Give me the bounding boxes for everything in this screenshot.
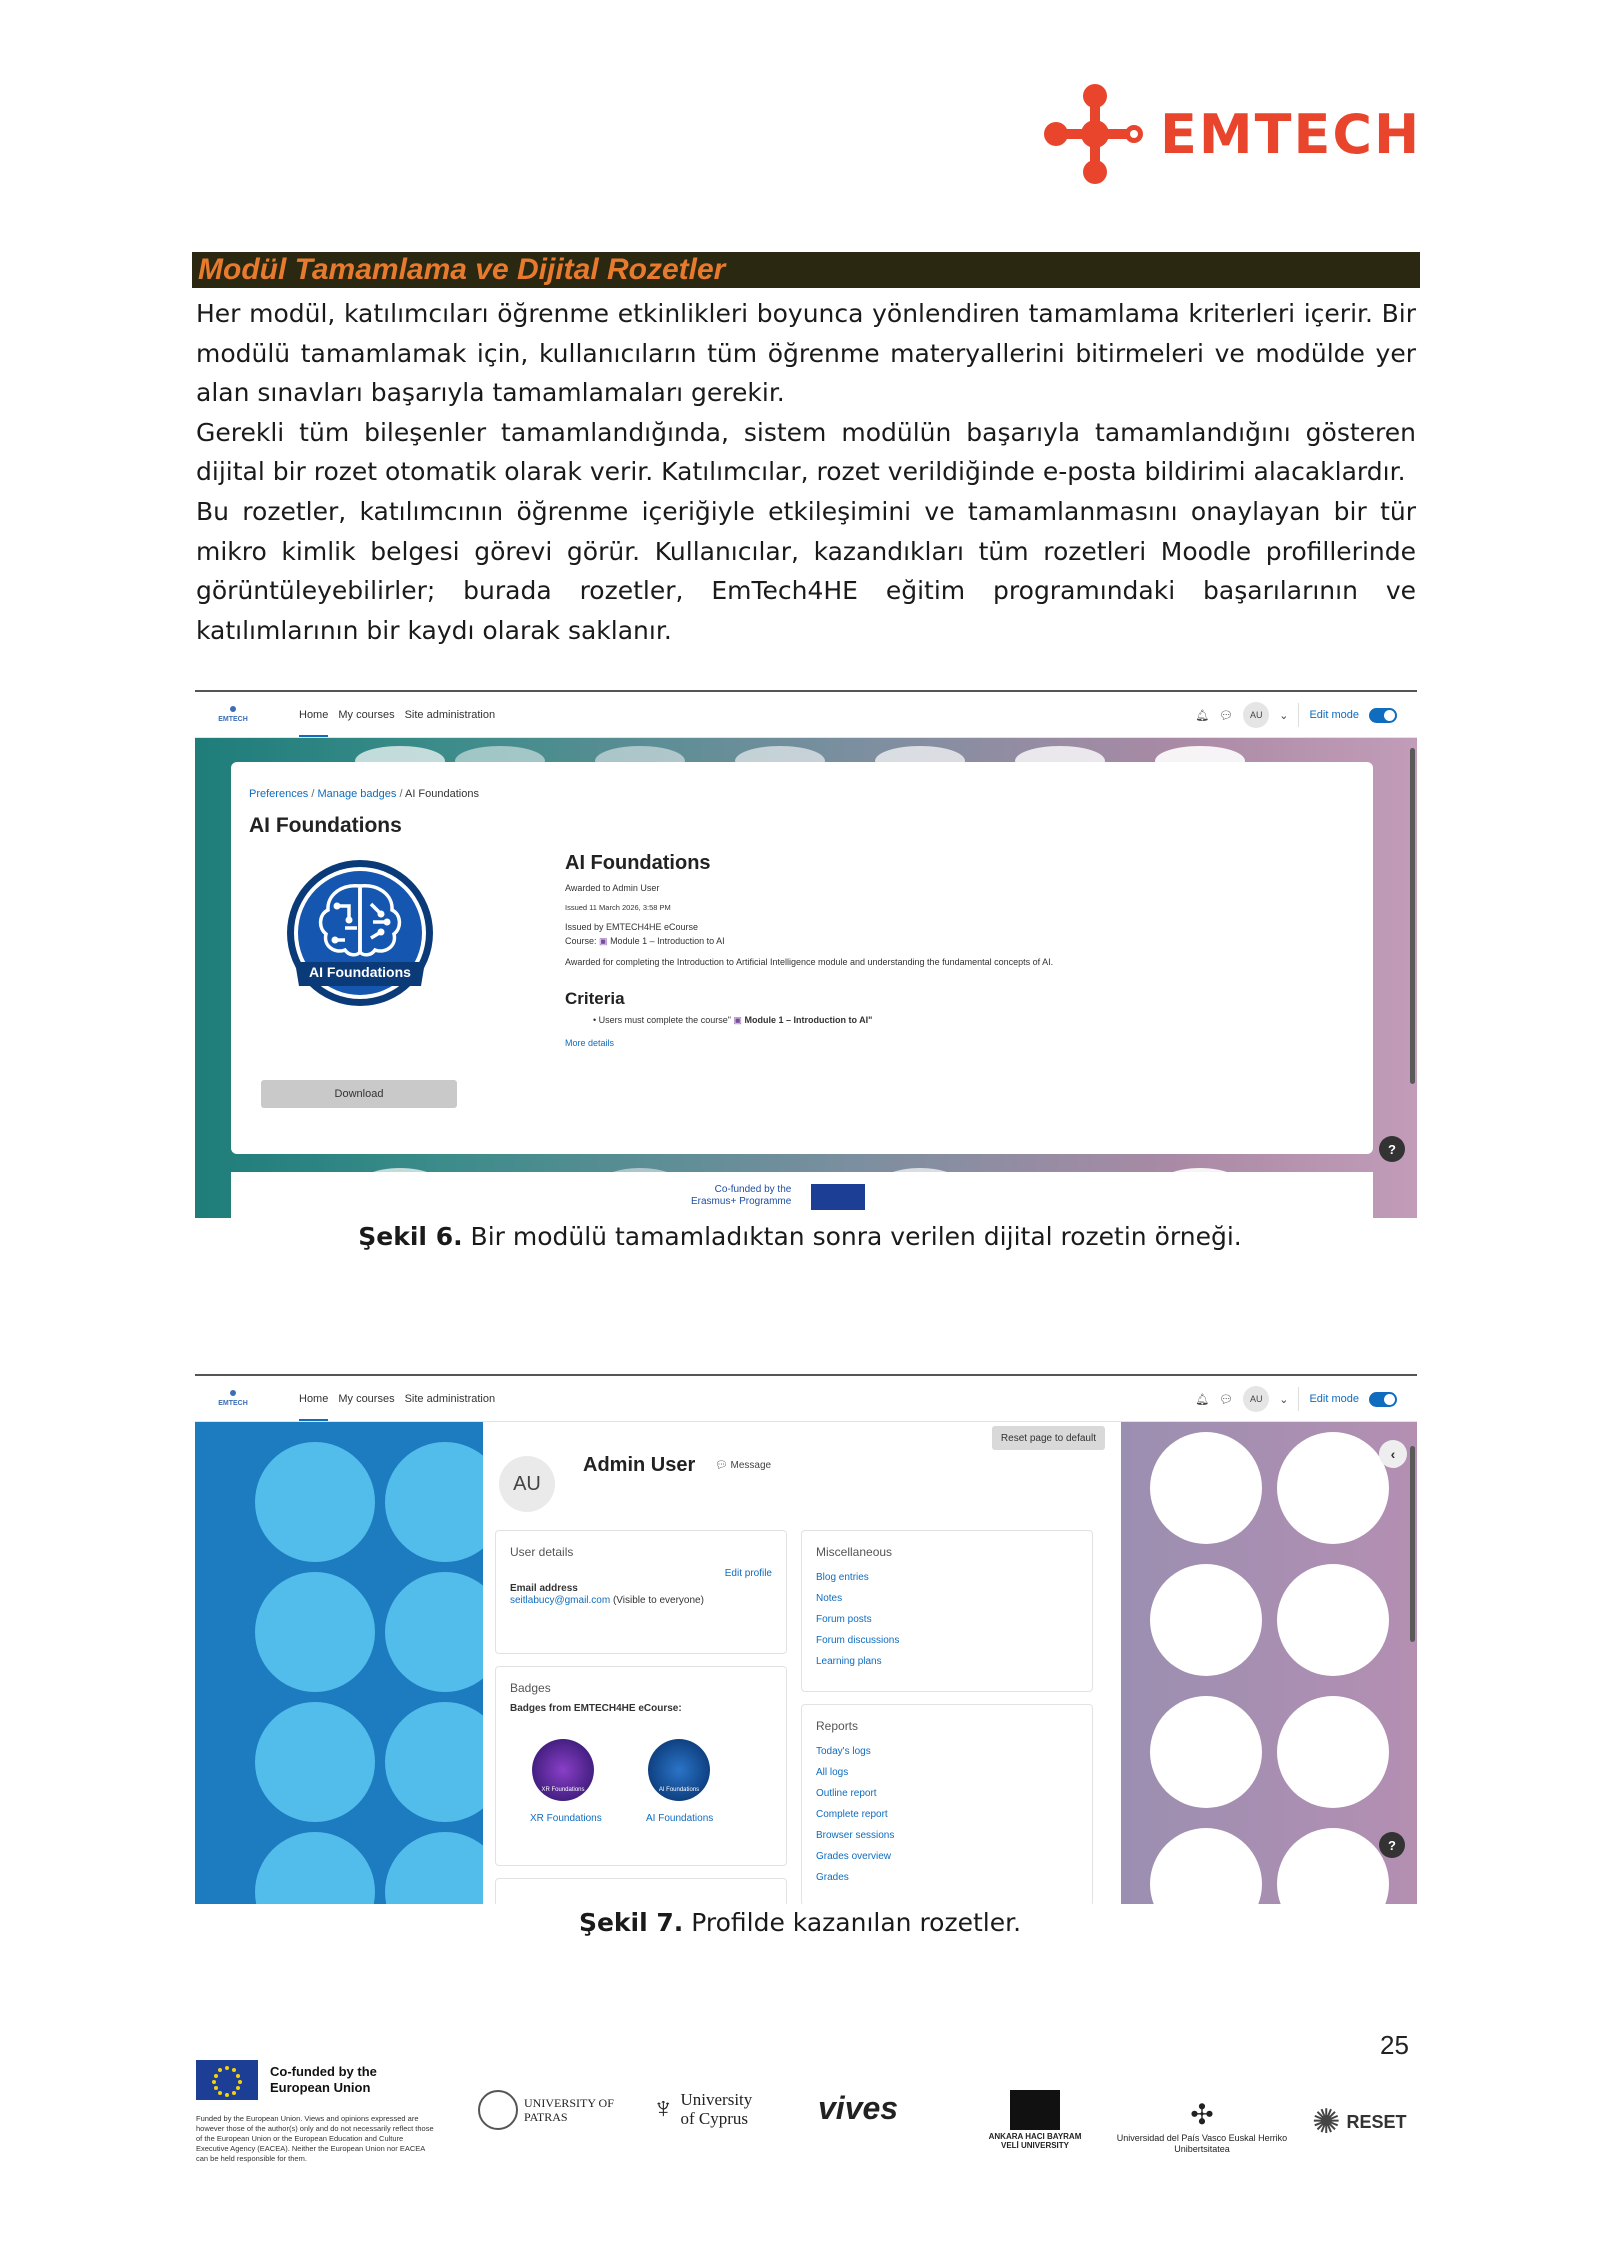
- awarded-to: Awarded to Admin User: [565, 883, 660, 893]
- bg-circle: [1277, 1564, 1389, 1676]
- cofunded-line: Co-funded by the: [714, 1184, 792, 1195]
- moodle-logo[interactable]: [203, 1390, 263, 1407]
- chevron-down-icon[interactable]: ⌄: [1279, 1393, 1289, 1406]
- emtech-molecule-icon: [1040, 80, 1150, 188]
- download-button[interactable]: Download: [261, 1080, 457, 1108]
- profile-column: [483, 1422, 1121, 1904]
- bg-circle: [255, 1442, 375, 1562]
- course-name: Module 1 – Introduction to AI: [610, 936, 725, 946]
- erasmus-footer: [231, 1172, 1373, 1218]
- link-forum-posts[interactable]: Forum posts: [816, 1614, 872, 1625]
- partner-name: University of Cyprus: [680, 2090, 753, 2128]
- card-heading: User details: [510, 1545, 574, 1559]
- bg-circle: [1277, 1432, 1389, 1544]
- profile-screenshot: [195, 1374, 1417, 1904]
- section-heading-text: Modül Tamamlama ve Dijital Rozetler: [198, 253, 726, 286]
- email-label: Email address: [510, 1583, 578, 1594]
- cofunded-line: Erasmus+ Programme: [691, 1196, 792, 1207]
- partner-cyprus: [652, 2090, 771, 2128]
- partner-name: Universidad del País Vasco Euskal Herriko Unibertsitatea: [1116, 2133, 1288, 2154]
- emtech-logo: [1040, 80, 1421, 188]
- criteria-heading: Criteria: [565, 989, 625, 1008]
- partner-name: RESET: [1346, 2111, 1407, 2132]
- card-heading: Badges: [510, 1681, 551, 1695]
- partner-vives: [818, 2090, 898, 2127]
- email-visibility: (Visible to everyone): [612, 1595, 704, 1606]
- caption-label: Şekil 7.: [578, 1908, 684, 1937]
- badge-description: Awarded for completing the Introduction to Artificial Intelligence module and understanding the fundamental concepts of AI.: [565, 957, 1054, 967]
- partner-reset: [1312, 2102, 1407, 2142]
- link-all-logs[interactable]: All logs: [816, 1767, 849, 1778]
- edit-mode-label: Edit mode: [1309, 709, 1359, 721]
- link-complete-report[interactable]: Complete report: [816, 1809, 888, 1820]
- user-details-card: [495, 1530, 787, 1654]
- partner-name: vives: [818, 2090, 899, 2126]
- reports-card: [801, 1704, 1093, 1904]
- course-prefix: Course:: [565, 936, 597, 946]
- badges-card: [495, 1666, 787, 1866]
- nav-my-courses[interactable]: My courses: [338, 1392, 395, 1405]
- badge-card: [231, 762, 1373, 1154]
- chat-icon[interactable]: 💬︎: [1219, 709, 1234, 722]
- section-heading: [192, 252, 1420, 288]
- partner-hbv: [980, 2090, 1090, 2150]
- navbar-right: [1195, 692, 1397, 738]
- partner-name: UNIVERSITY OF PATRAS: [524, 2096, 614, 2124]
- paragraph: Her modül, katılımcıları öğrenme etkinlikleri boyunca yönlendiren tamamlama kriterleri içerir. Bir modülü tamamlamak için, kullanıcıların tüm öğrenme materyallerini bitirmeleri ve modülde yer alan sınavları başarıyla tamamlamaları gerekir.: [196, 299, 1416, 408]
- link-notes[interactable]: Notes: [816, 1593, 843, 1604]
- patras-seal-icon: [478, 2090, 518, 2130]
- hbv-logo-icon: [1010, 2090, 1060, 2130]
- paragraph: Gerekli tüm bileşenler tamamlandığında, sistem modülün başarıyla tamamlandığını gösteren dijital bir rozet otomatik olarak verir. Katılımcılar, rozet verildiğinde e-posta bildirimi alacaklardır.: [196, 417, 1416, 487]
- scrollbar[interactable]: [1410, 1446, 1415, 1642]
- ai-foundations-badge-icon: [285, 858, 435, 1008]
- profile-avatar: AU: [499, 1456, 555, 1512]
- nav-home[interactable]: Home: [299, 1376, 328, 1421]
- course-icon: ▣: [733, 1015, 742, 1025]
- caption-label: Şekil 6.: [358, 1222, 463, 1251]
- partner-name: ANKARA HACI BAYRAM VELİ UNIVERSITY: [988, 2132, 1082, 2150]
- chevron-down-icon[interactable]: ⌄: [1279, 709, 1289, 722]
- badge-art-label: XR Foundations: [541, 1787, 585, 1793]
- bg-circle: [255, 1572, 375, 1692]
- profile-name: Admin User: [583, 1454, 696, 1476]
- caption-text: Profilde kazanılan rozetler.: [683, 1908, 1022, 1937]
- bg-circle: [1150, 1564, 1262, 1676]
- edit-mode-label: Edit mode: [1309, 1393, 1359, 1405]
- primary-nav: [299, 692, 495, 737]
- bell-icon[interactable]: 🔔︎: [1195, 709, 1210, 722]
- nav-site-administration[interactable]: Site administration: [404, 708, 496, 721]
- badge-link-ai[interactable]: AI Foundations: [646, 1813, 714, 1824]
- card-heading: Miscellaneous: [816, 1545, 893, 1559]
- issued-date: Issued 11 March 2026, 3:58 PM: [565, 903, 671, 912]
- upv-tree-icon: ✣: [1190, 2099, 1214, 2130]
- eu-disclaimer: Funded by the European Union. Views and opinions expressed are however those of the author(s) only and do not necessarily reflect those of the European Union or the European Education and Culture Executive Agency (EACEA). Neither the European Union nor EACEA can be held responsible for them.: [196, 2114, 434, 2163]
- bg-circle: [1150, 1432, 1262, 1544]
- caption-figure-7: [0, 1908, 1600, 1937]
- breadcrumb-current: AI Foundations: [404, 788, 479, 800]
- nav-home[interactable]: Home: [299, 692, 328, 737]
- message-link[interactable]: [715, 1460, 771, 1471]
- criteria-course: Module 1 – Introduction to AI": [744, 1015, 873, 1025]
- badges-source: Badges from EMTECH4HE eCourse:: [510, 1703, 682, 1714]
- cofunded-text: [691, 1184, 791, 1208]
- badge-screenshot: [195, 690, 1417, 1218]
- link-outline-report[interactable]: Outline report: [816, 1788, 877, 1799]
- moodle-logo[interactable]: [203, 706, 263, 723]
- edit-profile-link[interactable]: Edit profile: [724, 1568, 772, 1579]
- caption-text: Bir modülü tamamladıktan sonra verilen dijital rozetin örneği.: [462, 1222, 1242, 1251]
- reset-sun-icon: ✺: [1312, 2103, 1341, 2141]
- moodle-navbar: [195, 1376, 1417, 1422]
- badge-link-xr[interactable]: XR Foundations: [530, 1813, 602, 1824]
- page-title: AI Foundations: [249, 814, 402, 837]
- primary-nav: [299, 1376, 495, 1421]
- card-heading: Reports: [816, 1719, 859, 1733]
- bg-circle: [1150, 1696, 1262, 1808]
- issued-by: Issued by EMTECH4HE eCourse: [565, 922, 699, 932]
- breadcrumb-preferences[interactable]: Preferences: [249, 788, 309, 800]
- eu-cofunded-text: Co-funded by the European Union: [270, 2064, 377, 2095]
- more-details-link[interactable]: More details: [565, 1038, 615, 1048]
- criteria-prefix: Users must complete the course": [598, 1015, 731, 1025]
- chat-icon: 💬︎: [715, 1460, 728, 1471]
- help-button[interactable]: ?: [1379, 1136, 1405, 1162]
- nav-my-courses[interactable]: My courses: [338, 708, 395, 721]
- criteria-item: • Users must complete the course" ▣ Module 1 – Introduction to AI": [593, 1015, 873, 1025]
- navbar-right: [1195, 1376, 1397, 1422]
- drawer-toggle-chevron-left-icon[interactable]: ‹: [1379, 1440, 1407, 1468]
- badge-ribbon-label: AI Foundations: [309, 964, 411, 980]
- link-todays-logs[interactable]: Today's logs: [816, 1746, 871, 1757]
- paragraph: Bu rozetler, katılımcının öğrenme içeriğiyle etkileşimini ve tamamlanmasını onaylayan bir tür mikro kimlik belgesi görevi görür. Kullanıcılar, kazandıkları tüm rozetleri Moodle profillerinde görüntüleyebilirler; burada rozetler, EmTech4HE eğitim programındaki başarılarının ve katılımlarının bir kaydı olarak saklanır.: [196, 496, 1416, 645]
- bg-circle: [1277, 1696, 1389, 1808]
- emtech-mini-icon: [226, 706, 240, 716]
- eu-flag-icon: [811, 1184, 865, 1210]
- divider: [1298, 703, 1299, 727]
- next-card: [495, 1878, 787, 1904]
- scrollbar[interactable]: [1410, 748, 1415, 1084]
- link-grades-overview[interactable]: Grades overview: [816, 1851, 892, 1862]
- link-learning-plans[interactable]: Learning plans: [816, 1656, 882, 1667]
- edit-mode-toggle[interactable]: [1369, 1392, 1397, 1407]
- moodle-logo-text: EMTECH: [218, 1400, 248, 1407]
- email-link[interactable]: seitlabucy@gmail.com: [510, 1595, 611, 1606]
- moodle-navbar: [195, 692, 1417, 738]
- divider: [1298, 1387, 1299, 1411]
- eu-cofunded-block: [196, 2060, 434, 2163]
- miscellaneous-card: [801, 1530, 1093, 1692]
- link-blog-entries[interactable]: Blog entries: [816, 1572, 869, 1583]
- logo-text: EMTECH: [1160, 102, 1422, 166]
- bg-circle: [1150, 1828, 1262, 1904]
- moodle-logo-text: EMTECH: [218, 716, 248, 723]
- eu-flag-icon: [196, 2060, 258, 2100]
- help-button[interactable]: ?: [1379, 1832, 1405, 1858]
- bg-circle: [255, 1702, 375, 1822]
- partner-patras: [478, 2090, 620, 2130]
- badge-art-label: AI Foundations: [658, 1787, 700, 1793]
- caption-figure-6: [0, 1222, 1600, 1251]
- breadcrumb-manage-badges[interactable]: Manage badges: [317, 788, 397, 800]
- cyprus-tree-icon: ♆: [652, 2092, 675, 2125]
- link-forum-discussions[interactable]: Forum discussions: [816, 1635, 900, 1646]
- body-text: [196, 294, 1416, 650]
- user-avatar[interactable]: AU: [1243, 702, 1269, 728]
- badge-name: AI Foundations: [565, 852, 711, 874]
- user-avatar[interactable]: AU: [1243, 1386, 1269, 1412]
- page-number: 25: [1380, 2030, 1409, 2060]
- edit-mode-toggle[interactable]: [1369, 708, 1397, 723]
- bell-icon[interactable]: 🔔︎: [1195, 1393, 1210, 1406]
- bg-circle: [1277, 1828, 1389, 1904]
- course-row: [565, 936, 1345, 947]
- partner-upv: [1112, 2098, 1292, 2155]
- chat-icon[interactable]: 💬︎: [1219, 1393, 1234, 1406]
- link-browser-sessions[interactable]: Browser sessions: [816, 1830, 895, 1841]
- emtech-mini-icon: [226, 1390, 240, 1400]
- link-grades[interactable]: Grades: [816, 1872, 849, 1883]
- badge-details: [565, 852, 1345, 1048]
- course-icon: ▣: [599, 936, 608, 946]
- nav-site-administration[interactable]: Site administration: [404, 1392, 496, 1405]
- message-label: Message: [730, 1460, 772, 1471]
- reset-page-button[interactable]: Reset page to default: [992, 1426, 1105, 1450]
- breadcrumb: Preferences / Manage badges / AI Foundations: [249, 788, 479, 800]
